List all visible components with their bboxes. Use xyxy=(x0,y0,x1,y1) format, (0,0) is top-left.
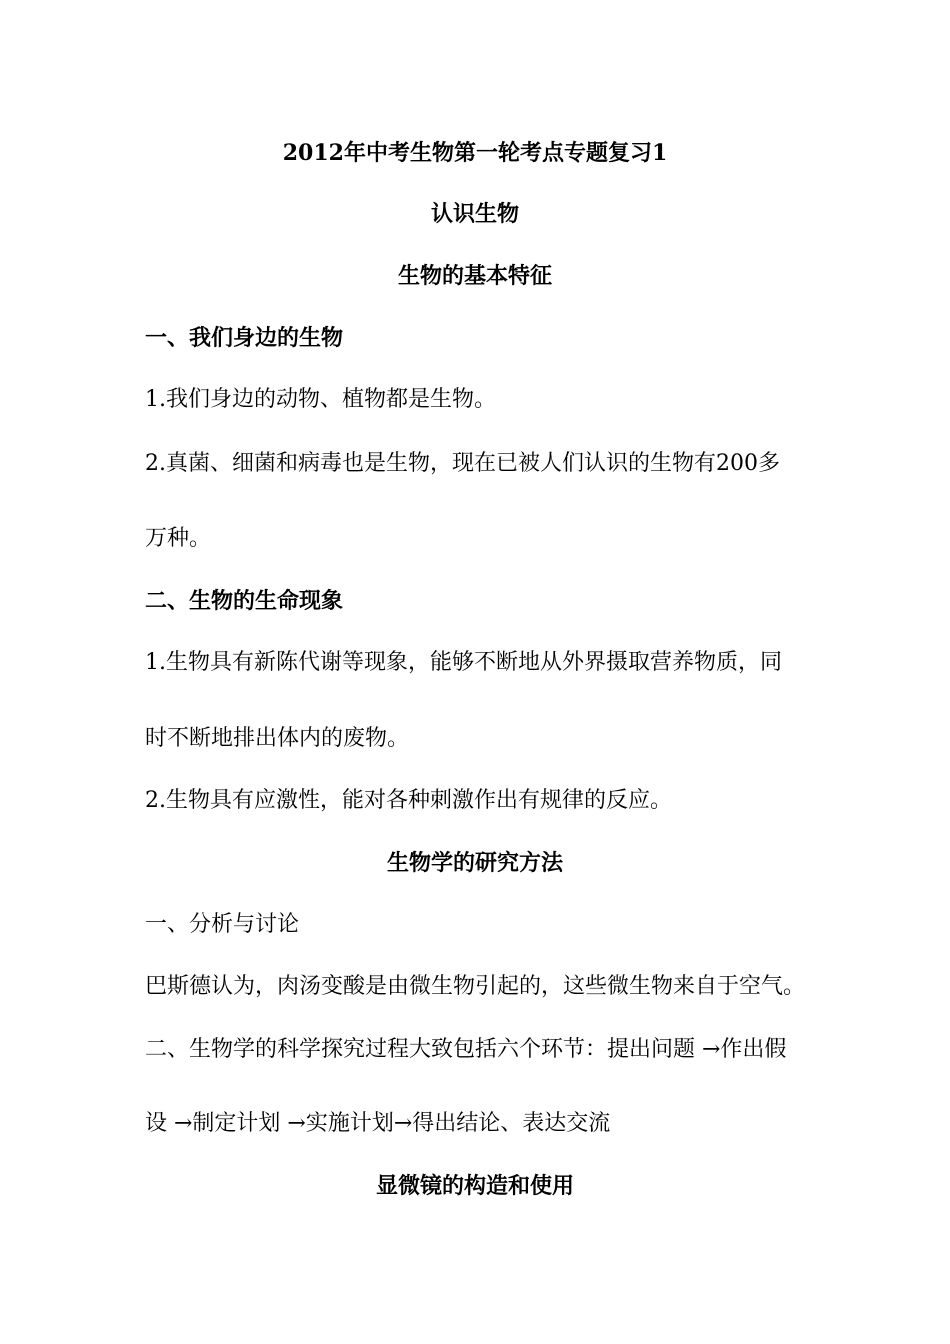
section-title-microscope: 显微镜的构造和使用 xyxy=(375,1173,574,1199)
paragraph-metabolism-line1: 1.生物具有新陈代谢等现象，能够不断地从外界摄取营养物质，同 xyxy=(145,650,782,675)
paragraph-irritability: 2.生物具有应激性，能对各种刺激作出有规律的反应。 xyxy=(145,788,672,813)
heading-life-phenomena: 二、生物的生命现象 xyxy=(145,588,344,614)
paragraph-inquiry-process-line1: 二、生物学的科学探究过程大致包括六个环节：提出问题 →作出假 xyxy=(145,1037,787,1062)
paragraph-fungi-bacteria-line2: 万种。 xyxy=(145,526,212,551)
paragraph-pasteur: 巴斯德认为，肉汤变酸是由微生物引起的，这些微生物来自于空气。 xyxy=(145,974,806,999)
paragraph-metabolism-line2: 时不断地排出体内的废物。 xyxy=(145,726,410,751)
section-title-basic-features: 生物的基本特征 xyxy=(397,263,552,289)
paragraph-fungi-bacteria-line1: 2.真菌、细菌和病毒也是生物，现在已被人们认识的生物有200多 xyxy=(145,451,780,476)
section-title-research-methods: 生物学的研究方法 xyxy=(386,850,563,876)
document-title: 2012年中考生物第一轮考点专题复习1 xyxy=(282,140,668,166)
heading-analysis-discussion: 一、分析与讨论 xyxy=(145,912,300,937)
heading-organisms-around-us: 一、我们身边的生物 xyxy=(145,325,344,351)
paragraph-animals-plants: 1.我们身边的动物、植物都是生物。 xyxy=(145,387,496,412)
unit-title: 认识生物 xyxy=(430,201,519,227)
paragraph-inquiry-process-line2: 设 →制定计划 →实施计划→得出结论、表达交流 xyxy=(145,1111,611,1136)
